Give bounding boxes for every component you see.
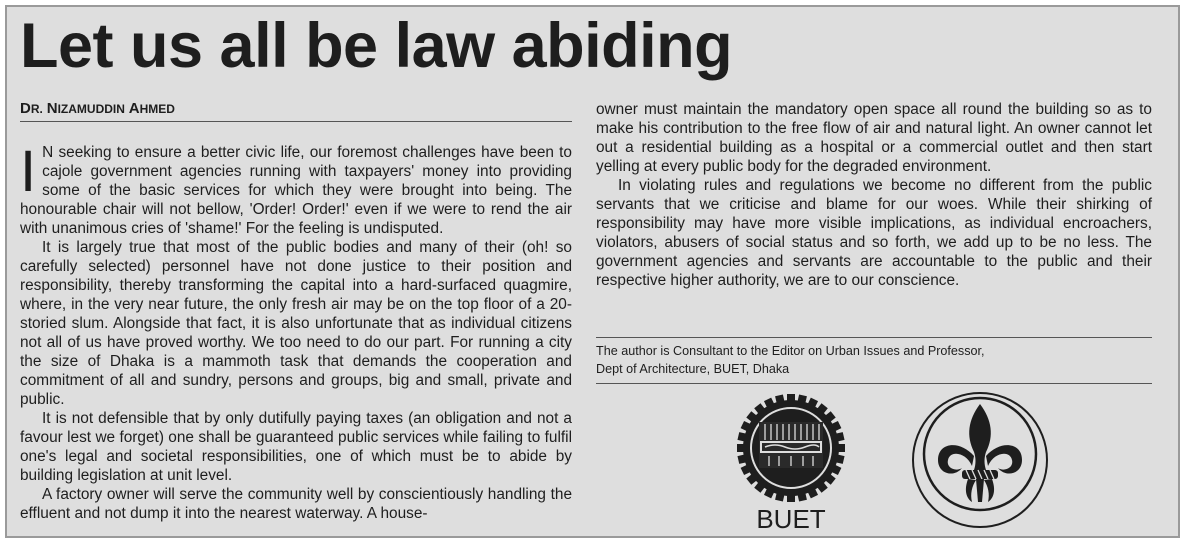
buet-logo-icon [735, 392, 847, 504]
drop-cap: I [20, 143, 37, 204]
article-column-1 [20, 143, 572, 536]
paragraph: In violating rules and regulations we become no different from the public servants that we criticise and blame for our woes. While their shirking of responsibility may have more visible implications, as individual encroachers, violators, abusers of social status and so forth, we add up to be no less. The government agencies and servants are accountable to the public and their respective higher authority, we are to our conscience. [596, 177, 1152, 289]
paragraph: It is largely true that most of the public bodies and many of their (oh! so carefully selected) personnel have not done justice to their position and responsibility, thereby transforming the capital into a hard-surfaced quagmire, where, in the very near future, the only fresh air may be on the top floor of a 20-storied slum. Alongside that fact, it is also unfortunate that as individual citizens not all of us have proved worthy. We too need to do our part. For running a city the size of Dhaka is a mammoth task that demands the cooperation and commitment of all and sundry, persons and groups, big and small, private and public. [20, 239, 572, 408]
buet-logo-caption: BUET [756, 504, 826, 534]
author-note-line: The author is Consultant to the Editor on Urban Issues and Professor, [596, 344, 985, 358]
paragraph: owner must maintain the mandatory open space all round the building so as to make his contribution to the free flow of air and natural light. An owner cannot let out a residential building as a hospital or a commercial outlet and then start yelling at every public body for the degraded environment. [596, 101, 1152, 175]
scout-emblem-icon [910, 390, 1050, 530]
byline: DR. NIZAMUDDIN AHMED [20, 100, 572, 122]
paragraph: I N seeking to ensure a better civic life, our foremost challenges have been to cajole government agencies running with taxpayers' money into providing some of the basic services for which they were brought into being. The honourable chair will not bellow, 'Order! Order!' even if we were to rend the air with unanimous cries of 'shame!' For the feeling is undisputed. [20, 143, 572, 237]
headline: Let us all be law abiding [20, 11, 733, 81]
divider [596, 383, 1152, 384]
divider [596, 337, 1152, 338]
paragraph: It is not defensible that by only dutifully paying taxes (an obligation and not a favour lest we forget) one shall be guaranteed public services while failing to fulfil one's legal and societal responsibilities, one of which must be to abide by building legislation at unit level. [20, 410, 572, 484]
paragraph: A factory owner will serve the community well by conscientiously handling the effluent and not dump it into the nearest waterway. A house- [20, 486, 572, 522]
article-column-2 [596, 100, 1152, 290]
author-note [596, 342, 1152, 378]
author-note-line: Dept of Architecture, BUET, Dhaka [596, 362, 790, 376]
